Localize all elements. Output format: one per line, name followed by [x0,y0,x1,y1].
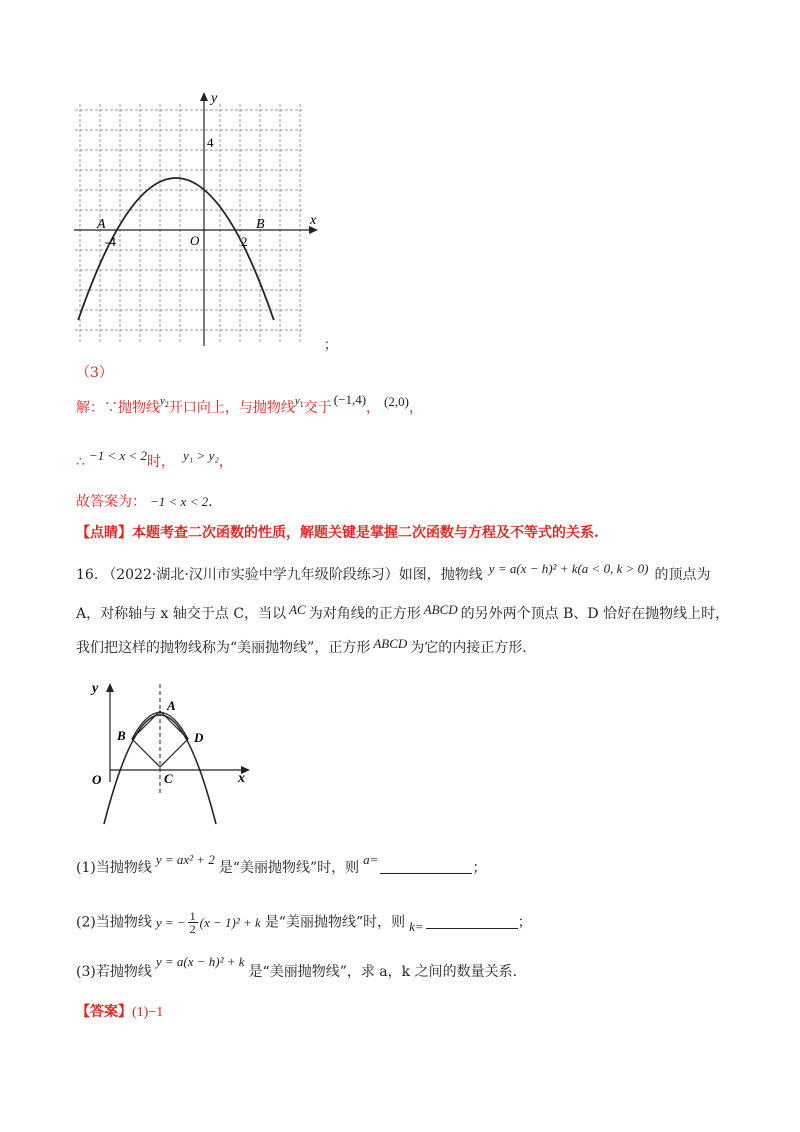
sub3-prefix: (3)若抛物线 [76,964,152,980]
sub-question-1 [76,852,487,878]
y1-symbol: y [294,395,300,407]
sub2-prefix: (2)当抛物线 [76,914,152,931]
sub1-prefix: (1)当抛物线 [76,860,152,876]
y-axis-label: y [211,91,218,106]
point-a-label: A [97,217,106,232]
x-axis-label: x [238,771,245,786]
q16-abcd: ABCD [423,602,458,617]
sub2-mid: 是“美丽抛物线”时，则 [264,914,406,931]
frac-denominator: 2 [189,922,196,936]
sol-mid: 开口向上，与抛物线 [168,400,295,416]
comma-3: ， [218,454,233,470]
sub2-answer-blank[interactable] [426,914,518,929]
graph1-trailing-mark: ； [324,338,338,353]
sub2-fraction [188,910,198,935]
sub1-mid: 是“美丽抛物线”时，则 [218,860,360,876]
y-axis-arrow [200,92,208,101]
origin-label: O [92,772,102,787]
point-2: (2,0) [384,394,409,409]
q16-line2a: A，对称轴与 x 轴交于点 C，当以 [76,606,287,622]
x-axis-label: x [310,213,317,228]
sub1-answer-blank[interactable] [380,859,472,874]
part3-answer-line [76,492,213,512]
comma-1: ， [366,400,381,416]
sub-question-3 [76,954,518,982]
y-axis-arrow [106,683,114,692]
beautiful-parabola-figure [88,678,258,830]
point-b-label: B [117,728,126,743]
point-a-label: A [167,698,176,713]
sub2-formula-tail: (x − 1)² + k [199,914,261,930]
comma-2: ， [408,400,423,416]
y1-subscript: 1 [299,400,304,410]
tick-neg4: -4 [105,234,116,249]
sub2-var: k= [409,918,424,934]
grid [75,104,302,343]
answer-line [76,1002,163,1023]
answer-label: 【答案】 [76,1004,132,1020]
sub1-formula: y = ax² + 2 [155,852,215,867]
point-b-label: B [256,217,265,232]
part3-solution-line2 [76,448,233,472]
tick-2: 2 [241,234,248,249]
sub1-var: a= [363,852,379,867]
parabola-graph-1 [70,88,340,348]
sub-question-2 [76,910,532,935]
q16-source: （2022·湖北·汉川市实验中学九年级阶段练习）如图，抛物线 [102,567,483,583]
point-c-label: C [164,771,173,786]
when-text: 时， [147,454,176,470]
parabola-curve [78,178,274,320]
comment-note: 【点睛】本题考查二次函数的性质，解题关键是掌握二次函数与方程及不等式的关系. [76,525,599,541]
point-1: (−1,4) [333,392,367,407]
y2-symbol: y [160,395,165,407]
y-axis-label: y [92,681,99,696]
part3-solution-line1 [76,392,423,423]
answer-value: (1)−1 [132,1005,164,1020]
part3-label: （3） [76,365,113,381]
point-d-label: D [194,730,204,745]
q16-line2 [76,604,729,624]
sol-end: 交于 [303,400,332,416]
therefore-symbol: ∴ [76,454,85,470]
q16-line3 [76,638,527,658]
frac-numerator: 1 [189,909,196,923]
q16-line3a: 我们把这样的抛物线称为“美丽抛物线”，正方形 [76,640,371,656]
sub3-formula: y = a(x − h)² + k [155,954,245,969]
sub1-end: ； [472,860,487,876]
y-compare: y₁ > y₂ [183,448,219,463]
q16-line2c: 的另外两个顶点 B、D 恰好在抛物线上时， [460,606,730,622]
q16-number: 16. [76,567,99,583]
q16-line2b: 为对角线的正方形 [308,606,421,622]
origin-label: O [190,233,200,248]
answer-prefix: 故答案为： [76,494,146,510]
q16-abcd-2: ABCD [373,636,408,651]
tick-4: 4 [207,135,214,150]
inequality: −1 < x < 2 [88,448,148,463]
sub2-end: ； [517,914,532,931]
q16-formula: y = a(x − h)² + k(a < 0, k > 0) [488,561,649,576]
sol-prefix: 解：∵抛物线 [76,400,160,416]
q16-line1 [76,561,711,585]
sub2-formula-lead: y = − [155,914,186,930]
y2-subscript: 2 [164,400,169,410]
q16-after-formula: 的顶点为 [654,567,711,583]
sub3-end: 是“美丽抛物线”，求 a，k 之间的数量关系. [248,964,518,980]
q16-line3b: 为它的内接正方形. [410,640,527,656]
answer-inequality: −1 < x < 2 [150,494,209,509]
q16-ac: AC [289,602,306,617]
answer-period: . [208,494,213,510]
